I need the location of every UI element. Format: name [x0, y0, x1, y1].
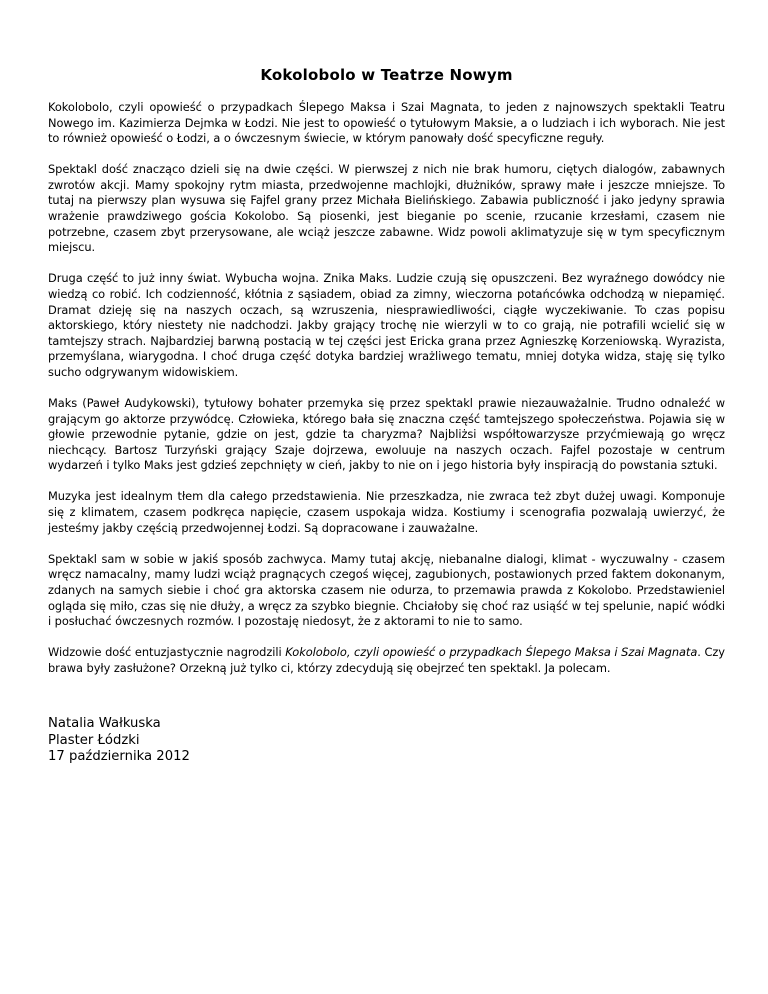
signature-date: 17 października 2012 [48, 749, 190, 765]
paragraph-closing [48, 645, 725, 676]
paragraph-music: Muzyka jest idealnym tłem dla całego przedstawienia. Nie przeszkadza, nie zwraca też zbyt dużej uwagi. Komponuje się z klimatem, czasem podkręca napięcie, czasem uspokaja widza. Kostiumy i scenografia pozwalają uwierzyć, że jesteśmy jakby częścią przedwojennej Łodzi. Są dopracowane i zauważalne. [48, 489, 725, 535]
paragraph-second-part: Druga część to już inny świat. Wybucha wojna. Znika Maks. Ludzie czują się opuszczeni. Bez wyraźnego dowódcy nie wiedzą co robić. Ich codzienność, kłótnia z sąsiadem, obiad za zimny, wieczorna potańcówka odchodzą w niepamięć. Dramat dzieję się na naszych oczach, są wzruszenia, niesprawiedliwości, ciągłe wyczekiwanie. To czas popisu aktorskiego, który niestety nie nadchodzi. Jakby grający trochę nie wierzyli w to co grają, nie potrafili wcielić się w tamtejszy strach. Najbardziej barwną postacią w tej części jest Ericka grana przez Agnieszkę Korzeniowską. Wyrazista, przemyślana, wiarygodna. I choć druga część dotyka bardziej wrażliwego tematu, mniej dotyka widza, staję się tylko sucho odgrywanym widowiskiem. [48, 271, 725, 379]
closing-text-after: . Czy brawa były zasłużone? Orzekną już tylko ci, którzy zdecydują się obejrzeć ten spektakl. Ja polecam. [48, 645, 725, 675]
signature-publication: Plaster Łódzki [48, 732, 140, 748]
paragraph-maks: Maks (Paweł Audykowski), tytułowy bohater przemyka się przez spektakl prawie niezauważalnie. Trudno odnaleźć w grającym go aktorze przywódcę. Człowieka, którego bała się znaczna część tamtejszego społeczeństwa. Pojawia się w głowie przewodnie pytanie, gdzie on jest, gdzie ta charyzma? Najbliżsi współtowarzysze przyćmiewają go wręcz niechcący. Bartosz Turzyński grający Szaje dojrzewa, ewoluuje na naszych oczach. Fajfel pozostaje w centrum wydarzeń i tylko Maks jest gdzieś zepchnięty w cień, jakby to nie on i jego historia były inspiracją do powstania sztuki. [48, 396, 725, 473]
paragraph-intro: Kokolobolo, czyli opowieść o przypadkach Ślepego Maksa i Szai Magnata, to jeden z najnowszych spektakli Teatru Nowego im. Kazimierza Dejmka w Łodzi. Nie jest to opowieść o tytułowym Maksie, a o ludziach i ich wyborach. Nie jest to również opowieść o Łodzi, a o ówczesnym świecie, w którym panowały dość specyficzne reguły. [48, 100, 725, 146]
signature-author: Natalia Wałkuska [48, 716, 161, 732]
closing-text-before: Widzowie dość entuzjastycznie nagrodzili [48, 645, 286, 660]
paragraph-first-part: Spektakl dość znacząco dzieli się na dwie części. W pierwszej z nich nie brak humoru, ciętych dialogów, zabawnych zwrotów akcji. Mamy spokojny rytm miasta, przedwojenne machlojki, dłużników, sprawy małe i jeszcze mniejsze. To tutaj na pierwszy plan wysuwa się Fajfel grany przez Michała Bielińskiego. Zabawia publiczność i jako jedyny sprawia wrażenie prawdziwego gościa Kokolobo. Są piosenki, jest bieganie po scenie, rzucanie krzesłami, czasem nie potrzebne, czasem zbyt przerysowane, ale wciąż jeszcze zabawne. Widz powoli aklimatyzuje się w tym specyficznym miejscu. [48, 162, 725, 255]
paragraph-summary: Spektakl sam w sobie w jakiś sposób zachwyca. Mamy tutaj akcję, niebanalne dialogi, klimat - wyczuwalny - czasem wręcz namacalny, mamy ludzi wciąż pragnących czegoś więcej, zagubionych, postawionych przed faktem dokonanym, zdanych na samych siebie i choć gra aktorska czasem nie odurza, to przemawia prawda z Kokolobo. Przedstawieniel ogląda się miło, czas się nie dłuży, a wręcz za szybko biegnie. Chciałoby się choć raz usiąść w tej spelunie, napić wódki i posłuchać ówczesnych rozmów. I pozostaję niedosyt, że z aktorami to nie to samo. [48, 551, 725, 629]
document-title: Kokolobolo w Teatrze Nowym [260, 66, 513, 84]
closing-title-italic: Kokolobolo, czyli opowieść o przypadkach Ślepego Maksa i Szai Magnata [285, 645, 698, 660]
signature-block [48, 716, 725, 766]
document-page [48, 66, 725, 766]
